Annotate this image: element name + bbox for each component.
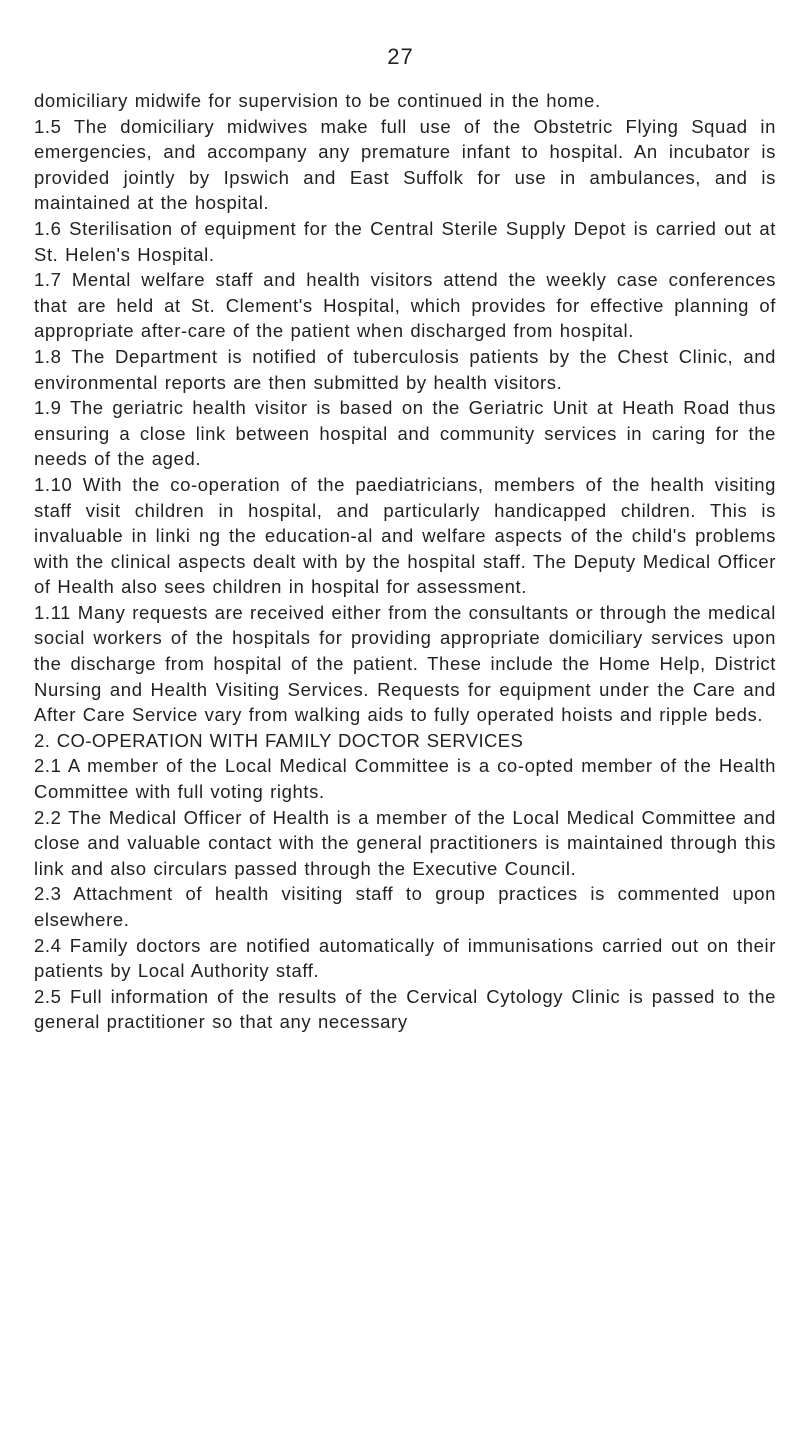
paragraph-1-9: 1.9 The geriatric health visitor is based on the Geriatric Unit at Heath Road thus ensuring a close link between hospital and community services in caring for the needs of the aged. [34, 397, 776, 470]
paragraph-1-8: 1.8 The Department is notified of tuberculosis patients by the Chest Clinic, and environmental reports are then submitted by health visitors. [34, 345, 776, 393]
page-number: 27 [387, 44, 414, 69]
paragraph-2-1: 2.1 A member of the Local Medical Committee is a co-opted member of the Health Committee with full voting rights. [34, 755, 776, 803]
paragraph-1-5: 1.5 The domiciliary midwives make full use of the Obstetric Flying Squad in emergencies, and accompany any premature infant to hospital. An incubator is provided jointly by Ipswich and East Suffolk for use in ambulances, and is maintained at the hospital. [34, 115, 776, 214]
paragraph-1-11: 1.11 Many requests are received either from the consultants or through the medical social workers of the hospitals for providing appropriate domiciliary services upon the discharge from hospital of the patient. These include the Home Help, District Nursing and Health Visiting Services. Requests for equipment under the Care and After Care Service vary from walking aids to fully operated hoists and ripple beds. [34, 601, 776, 726]
paragraph-1-10: 1.10 With the co-operation of the paediatricians, members of the health visiting staff visit children in hospital, and particularly handicapped children. This is invaluable in linki ng the education-al and welfare aspects of the child's problems with the clinical aspects dealt with by the hospital staff. The Deputy Medical Officer of Health also sees children in hospital for assessment. [34, 473, 776, 598]
document-body [34, 88, 776, 1035]
paragraph-1-7: 1.7 Mental welfare staff and health visitors attend the weekly case conferences that are held at St. Clement's Hospital, which provides for effective planning of appropriate after-care of the patient when discharged from hospital. [34, 269, 776, 342]
paragraph-2-2: 2.2 The Medical Officer of Health is a member of the Local Medical Committee and close and valuable contact with the general practitioners is maintained through this link and also circulars passed through the Executive Council. [34, 806, 776, 879]
paragraph-1-6: 1.6 Sterilisation of equipment for the Central Sterile Supply Depot is carried out at St. Helen's Hospital. [34, 217, 776, 265]
paragraph-continuation: domiciliary midwife for supervision to be continued in the home. [34, 90, 601, 111]
paragraph-2-4: 2.4 Family doctors are notified automatically of immunisations carried out on their patients by Local Authority staff. [34, 934, 776, 982]
paragraph-2-3: 2.3 Attachment of health visiting staff to group practices is commented upon elsewhere. [34, 883, 776, 930]
paragraph-2-5: 2.5 Full information of the results of the Cervical Cytology Clinic is passed to the general practitioner so that any necessary [34, 985, 776, 1033]
section-heading-2: 2. CO-OPERATION WITH FAMILY DOCTOR SERVICES [34, 729, 524, 751]
